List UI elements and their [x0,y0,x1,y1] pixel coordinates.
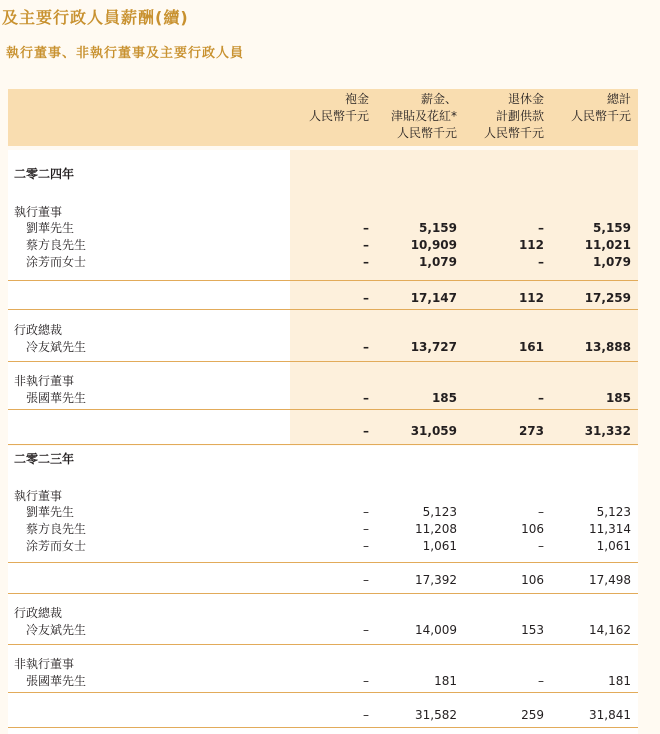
table-row-col1: – [363,522,369,536]
subtotal-row-col3: 112 [518,291,544,305]
table-row-col2: 10,909 [410,238,457,252]
table-row-col3: – [538,674,544,688]
row-divider [8,361,638,362]
table-row-col3: 153 [521,623,544,637]
group-label-executive: 執行董事 [14,489,63,503]
table-row-col2: 13,727 [410,340,457,354]
table-row-col4: 14,162 [589,623,631,637]
table-row-col1: – [363,238,369,252]
table-row-col1: – [363,539,369,553]
table-row-col3: 161 [518,340,544,354]
director-name: 冷友斌先生 [26,623,87,637]
director-name: 冷友斌先生 [26,340,87,354]
table-row-col4: 1,079 [593,255,631,269]
page-title: 及主要行政人員薪酬(續) [2,8,189,27]
group-label-non-executive: 非執行董事 [14,657,75,671]
subtotal-row-col4: 17,498 [589,573,631,587]
subtotal-top-line [8,280,638,281]
table-row-col4: 185 [605,391,631,405]
table-row-col1: – [363,674,369,688]
total-row-col1: – [363,424,369,438]
total-top-line [8,409,638,410]
table-row-col1: – [363,221,369,235]
table-row-col3: – [538,391,544,405]
table-row-col3: 106 [521,522,544,536]
table-row-col2: 1,079 [419,255,457,269]
subtotal-row-col1: – [363,573,369,587]
table-row-col1: – [363,391,369,405]
col-header-total: 總計 人民幣千元 [570,92,631,123]
total-row-col4: 31,841 [589,708,631,722]
table-row-col2: 14,009 [415,623,457,637]
row-divider [8,644,638,645]
table-row-col3: 112 [518,238,544,252]
table-row-col2: 5,123 [422,505,457,519]
group-label-executive: 執行董事 [14,205,63,219]
total-row-col2: 31,582 [415,708,457,722]
table-row-col1: – [363,505,369,519]
group-label-ceo: 行政總裁 [14,323,63,337]
table-row-col2: 181 [434,674,457,688]
col-header-pension: 退休金 計劃供款 人民幣千元 [483,92,544,140]
table-row-col3: – [538,255,544,269]
table-row-col4: 5,159 [593,221,631,235]
table-section-bg [8,446,638,734]
table-row-col2: 5,159 [419,221,457,235]
page-subtitle: 執行董事、非執行董事及主要行政人員 [6,46,245,61]
table-row-col1: – [363,255,369,269]
total-row-col3: 273 [518,424,544,438]
table-row-col2: 1,061 [422,539,457,553]
table-row-col4: 13,888 [584,340,631,354]
subtotal-row-col3: 106 [521,573,544,587]
director-name: 張國華先生 [26,674,87,688]
subtotal-row-col2: 17,392 [415,573,457,587]
total-row-col3: 259 [521,708,544,722]
director-name: 蔡方良先生 [26,522,87,536]
table-row-col4: 11,021 [584,238,631,252]
table-row-col4: 11,314 [589,522,631,536]
total-row-col1: – [363,708,369,722]
table-row-col1: – [363,340,369,354]
table-row-col2: 11,208 [415,522,457,536]
director-name: 涂芳而女士 [26,539,87,553]
subtotal-row-col4: 17,259 [584,291,631,305]
subtotal-top-line [8,562,638,563]
subtotal-bottom-line [8,309,638,310]
table-row-col4: 181 [608,674,631,688]
table-row-col3: – [538,221,544,235]
col-header-fees: 袍金 人民幣千元 [308,92,369,123]
table-row-col4: 1,061 [596,539,631,553]
year-heading: 二零二三年 [14,452,75,466]
director-name: 涂芳而女士 [26,255,87,269]
total-row-col4: 31,332 [584,424,631,438]
group-label-ceo: 行政總裁 [14,606,63,620]
subtotal-row-col2: 17,147 [410,291,457,305]
director-name: 張國華先生 [26,391,87,405]
year-heading: 二零二四年 [14,167,75,181]
total-bottom-line [8,444,638,445]
total-top-line [8,692,638,693]
director-name: 劉華先生 [26,505,75,519]
table-row-col1: – [363,623,369,637]
director-name: 劉華先生 [26,221,75,235]
table-row-col3: – [538,539,544,553]
total-row-col2: 31,059 [410,424,457,438]
group-label-non-executive: 非執行董事 [14,374,75,388]
table-row-col2: 185 [431,391,457,405]
table-row-col3: – [538,505,544,519]
director-name: 蔡方良先生 [26,238,87,252]
subtotal-row-col1: – [363,291,369,305]
table-row-col4: 5,123 [596,505,631,519]
total-bottom-line [8,727,638,728]
subtotal-bottom-line [8,593,638,594]
col-header-salaries: 薪金、 津貼及花紅* 人民幣千元 [390,92,457,140]
